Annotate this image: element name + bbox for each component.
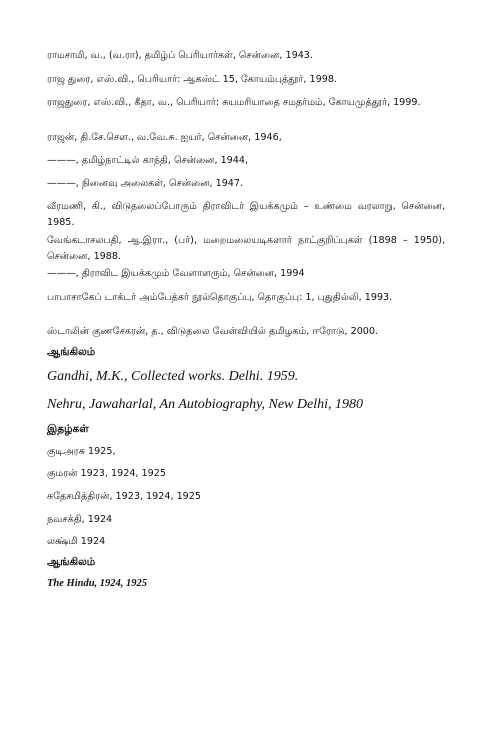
reference-entry: ராஜ துரை, எஸ்.வி., பெரியார்: ஆகஸ்ட் 15, கோயம்புத்தூர், 1998. — [47, 74, 337, 85]
reference-entry: வீரமணி, கி., விடுதலைப்போரும் திராவிடர் இயக்கமும் – உண்மை வரலாறு, சென்னை, 1985. — [47, 201, 445, 228]
reference-entry: ———, நினைவு அலைகள், சென்னை, 1947. — [47, 178, 244, 189]
reference-entry: ராஜன், தி.சே.செள., வ.வே.சு. ஐயர், சென்னை, 1946, — [47, 132, 282, 143]
section-heading-journals: இதழ்கள் — [47, 423, 89, 435]
section-heading-english-journals: ஆங்கிலம் — [47, 556, 96, 568]
reference-entry: ———, திராவிட இயக்கமும் வேளாளரும், சென்னை, 1994 — [47, 268, 305, 279]
reference-entry: வேங்கடாசலபதி, ஆ.இரா., (பர்), மறைமலையடிகளார் நாட்குறிப்புகள் (1898 – 1950), சென்னை, 1988. — [47, 235, 445, 262]
reference-entry: ராஜதுரை, எஸ்.வி., கீதா, வ., பெரியார்: சுயமரியாதை சமதர்மம், கோயமுத்தூர், 1999. — [47, 97, 421, 108]
journal-entry: குடிஅரசு 1925, — [47, 446, 116, 457]
reference-entry: ———, தமிழ்நாட்டில் காந்தி, சென்னை, 1944, — [47, 155, 249, 166]
journal-entry: சுதேசமித்திரன், 1923, 1924, 1925 — [47, 491, 201, 502]
english-reference-entry: Nehru, Jawaharlal, An Autobiography, New Delhi, 1980 — [47, 397, 364, 412]
journal-entry: நவசக்தி, 1924 — [47, 514, 113, 525]
journal-entry: குமரன் 1923, 1924, 1925 — [47, 468, 166, 479]
reference-entry: ராமசாமி, வ., (வ.ரா), தமிழ்ப் பெரியார்கள், சென்னை, 1943. — [47, 50, 313, 61]
section-heading-english: ஆங்கிலம் — [47, 346, 96, 358]
english-reference-entry: Gandhi, M.K., Collected works. Delhi. 1959. — [47, 369, 299, 384]
reference-entry: ஸ்டாலின் குணசேகரன், த., விடுதலை வேள்வியில் தமிழகம், ஈரோடு, 2000. — [47, 326, 379, 337]
journal-entry: லக்ஷ்மி 1924 — [47, 536, 106, 547]
english-journal-entry: The Hindu, 1924, 1925 — [47, 578, 148, 589]
reference-entry: பாபாசாகேப் டாக்டர் அம்பேத்கர் நூல்தொகுப்பு, தொகுப்பு: 1, புதுதில்லி, 1993. — [47, 292, 393, 303]
